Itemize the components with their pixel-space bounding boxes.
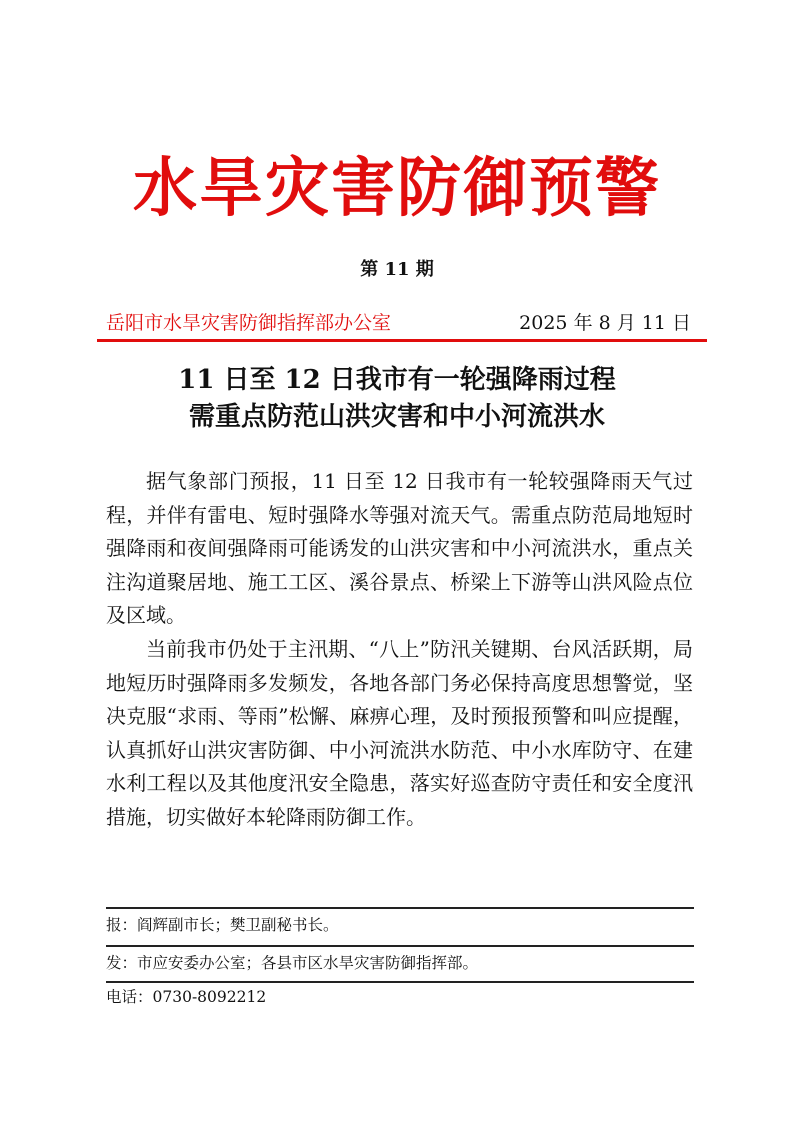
footer-phone: 电话：0730-8092212 xyxy=(106,988,267,1006)
issue-date: 2025 年 8 月 11 日 xyxy=(519,312,691,334)
headline-line-2: 需重点防范山洪灾害和中小河流洪水 xyxy=(188,402,605,432)
headline xyxy=(80,362,714,436)
footer-rule-bottom xyxy=(106,981,694,983)
issue-number: 第 11 期 xyxy=(360,259,434,280)
footer-rule-top xyxy=(106,907,694,909)
body-text xyxy=(106,465,693,835)
issuing-office: 岳阳市水旱灾害防御指挥部办公室 xyxy=(106,312,392,334)
footer-rule-middle xyxy=(106,945,694,947)
body-paragraph-1: 据气象部门预报，11 日至 12 日我市有一轮较强降雨天气过程，并伴有雷电、短时强降水等强对流天气。需重点防范局地短时强降雨和夜间强降雨可能诱发的山洪灾害和中小河流洪水，重点关注沟道聚居地、施工工区、溪谷景点、桥梁上下游等山洪风险点位及区域。 xyxy=(106,469,693,628)
masthead-title: 水旱灾害防御预警 xyxy=(133,151,661,226)
footer-send-to: 发：市应安委办公室；各县市区水旱灾害防御指挥部。 xyxy=(106,954,479,972)
headline-line-1: 11 日至 12 日我市有一轮强降雨过程 xyxy=(178,365,616,395)
footer-report-to: 报：阎辉副市长；樊卫副秘书长。 xyxy=(106,916,339,934)
red-separator-rule xyxy=(97,339,707,342)
body-paragraph-2: 当前我市仍处于主汛期、“八上”防汛关键期、台风活跃期，局地短历时强降雨多发频发，各地各部门务必保持高度思想警觉，坚决克服“求雨、等雨”松懈、麻痹心理，及时预报预警和叫应提醒，认真抓好山洪灾害防御、中小河流洪水防范、中小水库防守、在建水利工程以及其他度汛安全隐患，落实好巡查防守责任和安全度汛措施，切实做好本轮降雨防御工作。 xyxy=(106,636,693,829)
